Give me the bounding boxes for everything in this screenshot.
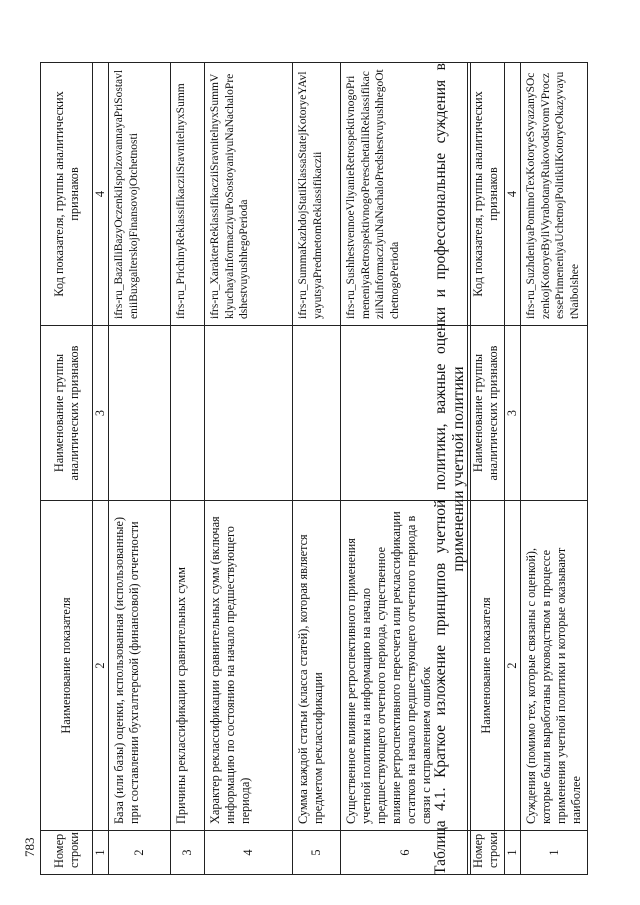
- group-name: [205, 326, 293, 501]
- header-row-number: Номер строки: [41, 831, 93, 875]
- column-index: 4: [93, 63, 109, 326]
- table-2: [467, 62, 588, 875]
- indicator-code: ifrs-ru_PrichinyReklassifikacziiSravnitelnyxSumm: [171, 63, 205, 326]
- table-row: [171, 63, 205, 875]
- indicator-name: Сумма каждой статьи (класса статей), которая является предметом реклассификации: [293, 501, 341, 831]
- indicator-code: ifrs-ru_SushhestvennoeVliyanieRetrospektivnogoPrimeneniyaRetrospektivnogoPereschetaIliReklassifikacziiNaInformacziyuNaNachaloPredshestvuyushhegoOtchetnogoPerioda: [341, 63, 471, 326]
- table-row: [293, 63, 341, 875]
- column-index: 1: [505, 831, 521, 875]
- header-group-name: Наименование группы аналитических признаков: [41, 326, 93, 501]
- table-caption: [432, 63, 468, 875]
- row-number: 2: [109, 831, 171, 875]
- row-number: 3: [171, 831, 205, 875]
- indicator-name: База (или базы) оценки, использованная (использованные) при составлении бухгалтерской (финансовой) отчетности: [109, 501, 171, 831]
- group-name: [171, 326, 205, 501]
- column-index: 2: [505, 501, 521, 831]
- header-indicator-name: Наименование показателя: [468, 501, 505, 831]
- column-index: 1: [93, 831, 109, 875]
- column-index: 2: [93, 501, 109, 831]
- column-index: 4: [505, 63, 521, 326]
- header-code: Код показателя, группы аналитических признаков: [468, 63, 505, 326]
- header-code: Код показателя, группы аналитических признаков: [41, 63, 93, 326]
- row-number: 6: [341, 831, 471, 875]
- indicator-name: Характер реклассификации сравнительных сумм (включая информацию по состоянию на начало предшествующего периода): [205, 501, 293, 831]
- page-number: 783: [22, 837, 37, 857]
- table-row: [521, 63, 588, 875]
- row-number: 4: [205, 831, 293, 875]
- header-indicator-name: Наименование показателя: [41, 501, 93, 831]
- caption-line-2: применении учетной политики: [450, 366, 467, 572]
- indicator-name: Суждения (помимо тех, которые связаны с оценкой), которые были выработаны руководством в процессе применения учетной политики и которые оказывают наиболее: [521, 501, 588, 831]
- indicator-code: ifrs-ru_SummaKazhdojStatiKlassaStatejKotoryeYAvlyayutsyaPredmetomReklassifikaczii: [293, 63, 341, 326]
- column-index: 3: [505, 326, 521, 501]
- caption-line-1: Таблица 4.1. Краткое изложение принципов учетной политики, важные оценки и профессиональные суждения в: [432, 63, 449, 875]
- indicator-name: Причины реклассификации сравнительных сумм: [171, 501, 205, 831]
- column-index: 3: [93, 326, 109, 501]
- group-name: [521, 326, 588, 501]
- indicator-name: Существенное влияние ретроспективного применения учетной политики на информацию на начало предшествующего отчетного периода, существенное влияние ретроспективного пересчета или реклассификации остатков на начало предшествующего отчетного периода в связи с исправлением ошибок: [341, 501, 471, 831]
- indicator-code: ifrs-ru_SuzhdeniyaPomimoTexKotoryeSvyazanySOczenkojKotoryeByliVyrabotanyRukovodstvomVProczessePrimeneniyaUchetnojPolitikiIKotoryeOkazyvayutNaibolshee: [521, 63, 588, 326]
- header-row-number: Номер строки: [468, 831, 505, 875]
- row-number: 1: [521, 831, 588, 875]
- header-group-name: Наименование группы аналитических признаков: [468, 326, 505, 501]
- indicator-code: ifrs-ru_BazaIliBazyOczenkiIspolzovannayaPriSostavleniiBuxgalterskojFinansovojOtchetnosti: [109, 63, 171, 326]
- table-row: [109, 63, 171, 875]
- row-number: 5: [293, 831, 341, 875]
- group-name: [293, 326, 341, 501]
- table-row: [205, 63, 293, 875]
- indicator-code: ifrs-ru_XarakterReklassifikacziiSravnitelnyxSummVklyuchayaInformacziyuPoSostoyaniyuNaNachaloPredshestvuyushhegoPerioda: [205, 63, 293, 326]
- table-1: [40, 62, 471, 875]
- group-name: [109, 326, 171, 501]
